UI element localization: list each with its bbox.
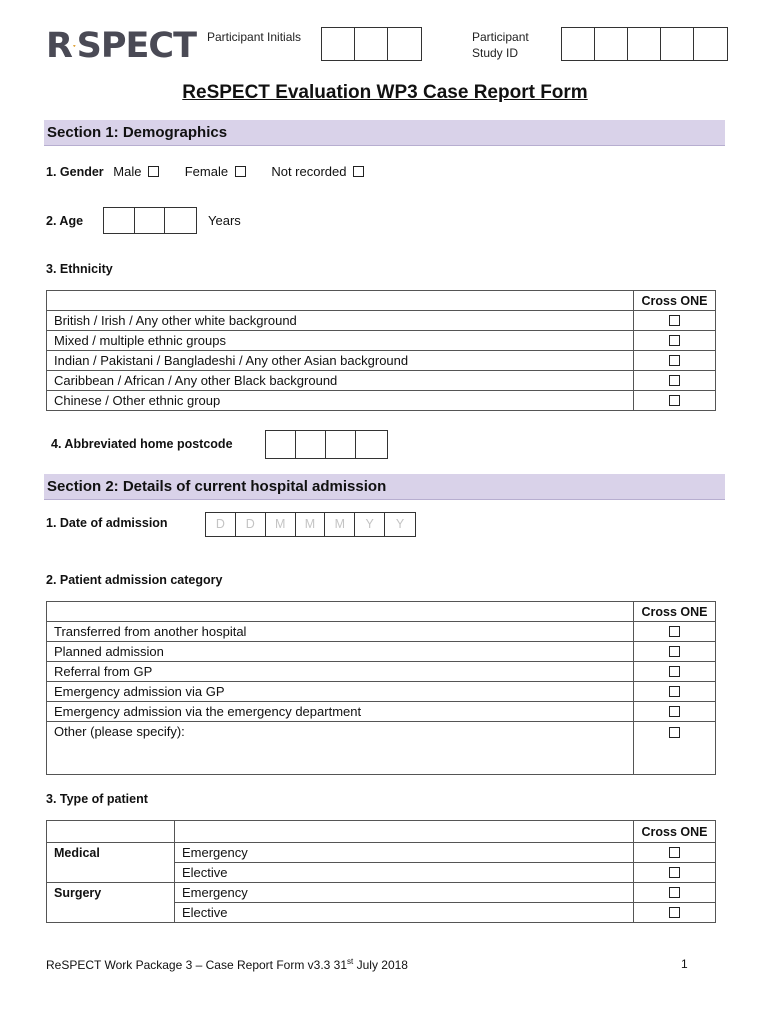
date-month-box[interactable]: M [266, 513, 296, 536]
age-digit-box[interactable] [135, 208, 166, 233]
study-id-box[interactable] [694, 28, 727, 60]
patient-group-surgery: Surgery [47, 883, 175, 903]
gender-male-checkbox[interactable] [148, 166, 159, 177]
postcode-char-box[interactable] [356, 431, 387, 458]
patient-type-option: Emergency [175, 883, 634, 903]
gender-option-not-recorded: Not recorded [271, 164, 347, 179]
table-row [47, 662, 716, 682]
table-row [47, 642, 716, 662]
table-row [47, 311, 716, 331]
postcode-label: 4. Abbreviated home postcode [51, 437, 233, 451]
respect-logo [46, 26, 196, 66]
table-row [47, 863, 716, 883]
gender-label: 1. Gender [46, 165, 104, 179]
table-row [47, 682, 716, 702]
ethnicity-option: Caribbean / African / Any other Black background [47, 371, 634, 391]
gender-female-checkbox[interactable] [235, 166, 246, 177]
date-year-box[interactable]: Y [395, 517, 405, 531]
table-header-row [47, 291, 716, 311]
admission-category-label: 2. Patient admission category [46, 573, 223, 587]
admission-option: Planned admission [47, 642, 634, 662]
age-label: 2. Age [46, 214, 84, 228]
ethnicity-checkbox[interactable] [669, 395, 680, 406]
date-month-box[interactable]: M [296, 513, 326, 536]
ethnicity-option: British / Irish / Any other white background [47, 311, 634, 331]
patient-type-checkbox[interactable] [669, 847, 680, 858]
gender-row [46, 164, 364, 179]
ethnicity-checkbox[interactable] [669, 315, 680, 326]
cross-one-header: Cross ONE [634, 602, 716, 622]
logo-text-right: SPECT [76, 26, 196, 66]
date-year-box[interactable]: Y [355, 513, 385, 536]
gender-option-female: Female [184, 164, 229, 179]
study-id-box[interactable] [661, 28, 694, 60]
admission-checkbox[interactable] [669, 706, 680, 717]
date-of-admission-label: 1. Date of admission [46, 516, 168, 530]
ethnicity-option: Mixed / multiple ethnic groups [47, 331, 634, 351]
admission-option: Transferred from another hospital [47, 622, 634, 642]
study-id-box[interactable] [628, 28, 661, 60]
patient-type-option: Emergency [175, 843, 634, 863]
table-header-row [47, 602, 716, 622]
patient-type-table [46, 820, 716, 923]
ethnicity-checkbox[interactable] [669, 375, 680, 386]
initial-box[interactable] [355, 28, 388, 60]
ethnicity-checkbox[interactable] [669, 355, 680, 366]
admission-checkbox[interactable] [669, 666, 680, 677]
gender-option-male: Male [113, 164, 142, 179]
admission-checkbox[interactable] [669, 727, 680, 738]
table-row [47, 622, 716, 642]
table-row [47, 702, 716, 722]
patient-type-option: Elective [175, 903, 634, 923]
admission-option: Other (please specify): [54, 724, 185, 739]
date-day-box[interactable]: D [236, 513, 266, 536]
section1-header: Section 1: Demographics [44, 120, 725, 146]
postcode-char-box[interactable] [296, 431, 326, 458]
admission-option: Emergency admission via GP [47, 682, 634, 702]
date-day-box[interactable]: D [206, 513, 236, 536]
participant-initials-boxes[interactable] [321, 27, 422, 61]
gender-not-recorded-checkbox[interactable] [353, 166, 364, 177]
ethnicity-option: Chinese / Other ethnic group [47, 391, 634, 411]
logo-text-left: R [46, 26, 72, 66]
page-number: 1 [681, 957, 688, 971]
ethnicity-option: Indian / Pakistani / Bangladeshi / Any other Asian background [47, 351, 634, 371]
study-id-box[interactable] [595, 28, 628, 60]
patient-group-medical: Medical [47, 843, 175, 863]
age-unit: Years [208, 213, 241, 228]
table-row [47, 722, 716, 775]
heart-icon [73, 35, 76, 57]
age-boxes[interactable] [103, 207, 197, 234]
admission-option: Emergency admission via the emergency department [47, 702, 634, 722]
initial-box[interactable] [322, 28, 355, 60]
table-row [47, 371, 716, 391]
footer-text: ReSPECT Work Package 3 – Case Report Form v3.3 31st July 2018 [46, 957, 408, 972]
admission-checkbox[interactable] [669, 686, 680, 697]
date-month-box[interactable]: M [325, 513, 355, 536]
patient-type-checkbox[interactable] [669, 867, 680, 878]
table-header-row [47, 821, 716, 843]
table-row [47, 883, 716, 903]
age-digit-box[interactable] [104, 208, 135, 233]
initial-box[interactable] [388, 28, 421, 60]
admission-option: Referral from GP [47, 662, 634, 682]
section2-header: Section 2: Details of current hospital admission [44, 474, 725, 500]
table-row [47, 391, 716, 411]
admission-checkbox[interactable] [669, 626, 680, 637]
table-row [47, 331, 716, 351]
cross-one-header: Cross ONE [634, 821, 716, 843]
patient-type-label: 3. Type of patient [46, 792, 148, 806]
age-digit-box[interactable] [165, 208, 196, 233]
ethnicity-label: 3. Ethnicity [46, 262, 113, 276]
postcode-char-box[interactable] [326, 431, 356, 458]
participant-study-id-label: Participant Study ID [472, 30, 529, 60]
admission-checkbox[interactable] [669, 646, 680, 657]
postcode-boxes[interactable] [265, 430, 388, 459]
ethnicity-table [46, 290, 716, 411]
date-of-admission-boxes[interactable] [205, 512, 416, 537]
table-row [47, 843, 716, 863]
patient-type-option: Elective [175, 863, 634, 883]
ethnicity-checkbox[interactable] [669, 335, 680, 346]
study-id-box[interactable] [562, 28, 595, 60]
admission-category-table [46, 601, 716, 775]
table-row [47, 351, 716, 371]
admission-other-field[interactable] [47, 722, 634, 775]
patient-type-checkbox[interactable] [669, 887, 680, 898]
table-row [47, 903, 716, 923]
form-title: ReSPECT Evaluation WP3 Case Report Form [182, 82, 588, 103]
patient-type-checkbox[interactable] [669, 907, 680, 918]
participant-study-id-boxes[interactable] [561, 27, 728, 61]
cross-one-header: Cross ONE [634, 291, 716, 311]
postcode-char-box[interactable] [266, 431, 296, 458]
participant-initials-label: Participant Initials [207, 30, 302, 44]
